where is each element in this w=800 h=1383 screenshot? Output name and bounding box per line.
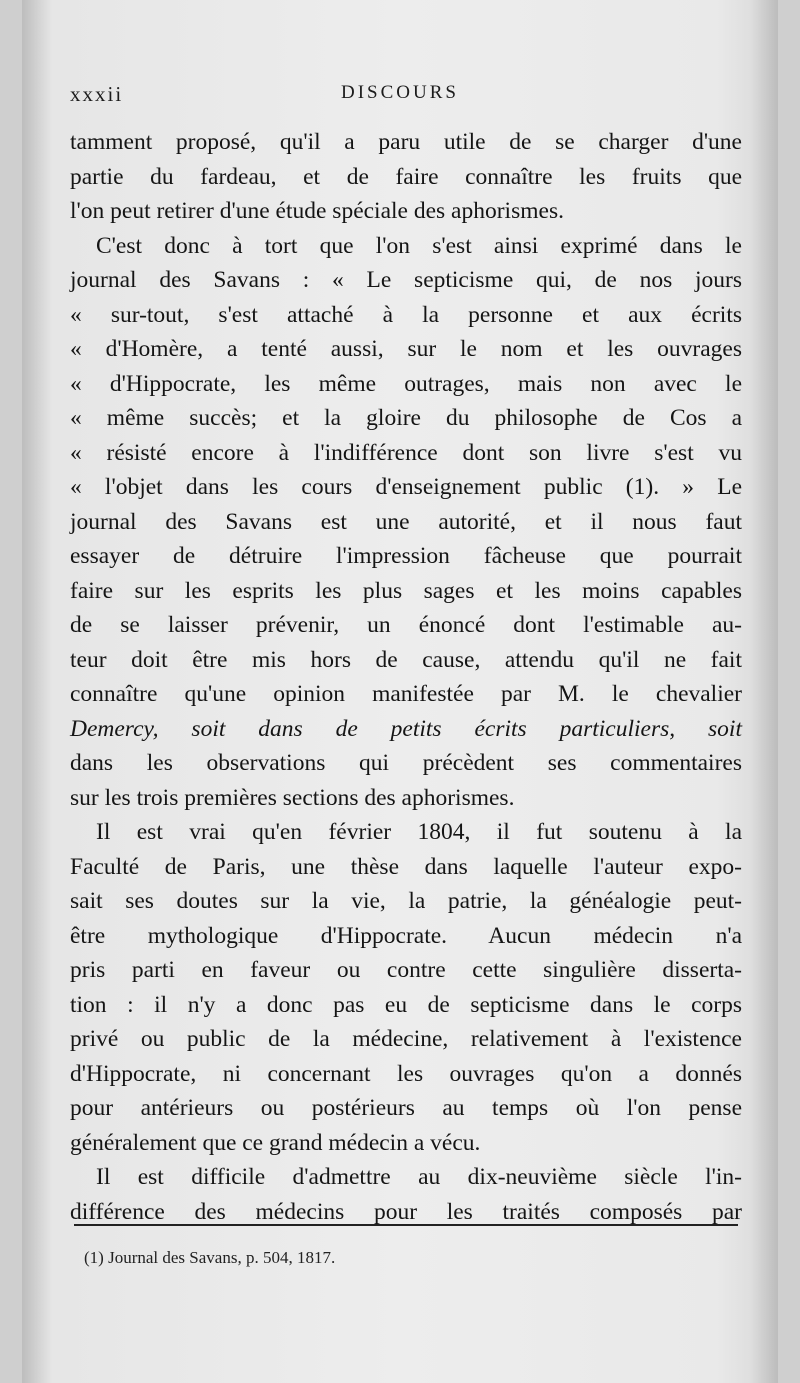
text-line: C'est donc à tort que l'on s'est ainsi exprimé dans le bbox=[96, 232, 742, 259]
text-line: l'on peut retirer d'une étude spéciale des aphorismes. bbox=[70, 198, 564, 224]
footnote: (1) Journal des Savans, p. 504, 1817. bbox=[84, 1248, 336, 1267]
book-page bbox=[22, 0, 778, 1383]
text-line: « sur-tout, s'est attaché à la personne et aux écrits bbox=[70, 301, 742, 328]
text-line: sur les trois premières sections des aphorismes. bbox=[70, 784, 515, 811]
footnote-rule bbox=[74, 1224, 738, 1226]
page-edge-shadow bbox=[750, 0, 778, 1383]
body-text bbox=[70, 125, 742, 1229]
text-line: journal des Savans est une autorité, et il nous faut bbox=[70, 508, 742, 535]
page-number: xxxii bbox=[70, 82, 124, 106]
text-line: Demercy, soit dans de petits écrits particuliers, soit bbox=[70, 715, 742, 742]
text-line: essayer de détruire l'impression fâcheuse que pourrait bbox=[70, 543, 742, 569]
text-line: différence des médecins pour les traités composés par bbox=[70, 1198, 742, 1225]
text-line: d'Hippocrate, ni concernant les ouvrages qu'on a donnés bbox=[70, 1060, 742, 1087]
text-line: connaître qu'une opinion manifestée par M. le chevalier bbox=[70, 681, 742, 707]
text-line: « d'Homère, a tenté aussi, sur le nom et les ouvrages bbox=[70, 336, 742, 362]
text-line: « résisté encore à l'indifférence dont son livre s'est vu bbox=[70, 439, 742, 466]
text-line: « d'Hippocrate, les même outrages, mais non avec le bbox=[70, 370, 742, 397]
text-line: tamment proposé, qu'il a paru utile de se charger d'une bbox=[70, 129, 742, 155]
text-line: de se laisser prévenir, un énoncé dont l'estimable au- bbox=[70, 612, 742, 638]
text-line: dans les observations qui précèdent ses commentaires bbox=[70, 750, 742, 776]
text-line: pris parti en faveur ou contre cette singulière disserta- bbox=[70, 957, 742, 983]
running-head: DISCOURS bbox=[341, 82, 459, 103]
text-line: faire sur les esprits les plus sages et les moins capables bbox=[70, 577, 742, 604]
page-header bbox=[70, 82, 730, 112]
text-line: « l'objet dans les cours d'enseignement public (1). » Le bbox=[70, 474, 742, 500]
text-line: tion : il n'y a donc pas eu de septicisme dans le corps bbox=[70, 991, 742, 1018]
text-line: teur doit être mis hors de cause, attendu qu'il ne fait bbox=[70, 646, 742, 673]
text-line: pour antérieurs ou postérieurs au temps où l'on pense bbox=[70, 1095, 742, 1121]
text-line: « même succès; et la gloire du philosophe de Cos a bbox=[70, 405, 742, 431]
text-line: privé ou public de la médecine, relativement à l'existence bbox=[70, 1026, 742, 1052]
text-line: Il est vrai qu'en février 1804, il fut soutenu à la bbox=[96, 819, 742, 845]
text-line: être mythologique d'Hippocrate. Aucun médecin n'a bbox=[70, 922, 742, 949]
text-line: Faculté de Paris, une thèse dans laquelle l'auteur expo- bbox=[70, 853, 742, 880]
text-line: généralement que ce grand médecin a vécu. bbox=[70, 1129, 481, 1156]
text-line: partie du fardeau, et de faire connaître les fruits que bbox=[70, 163, 742, 190]
text-line: sait ses doutes sur la vie, la patrie, la généalogie peut- bbox=[70, 888, 742, 914]
text-line: Il est difficile d'admettre au dix-neuvième siècle l'in- bbox=[96, 1164, 742, 1190]
text-line: journal des Savans : « Le septicisme qui, de nos jours bbox=[70, 267, 742, 293]
